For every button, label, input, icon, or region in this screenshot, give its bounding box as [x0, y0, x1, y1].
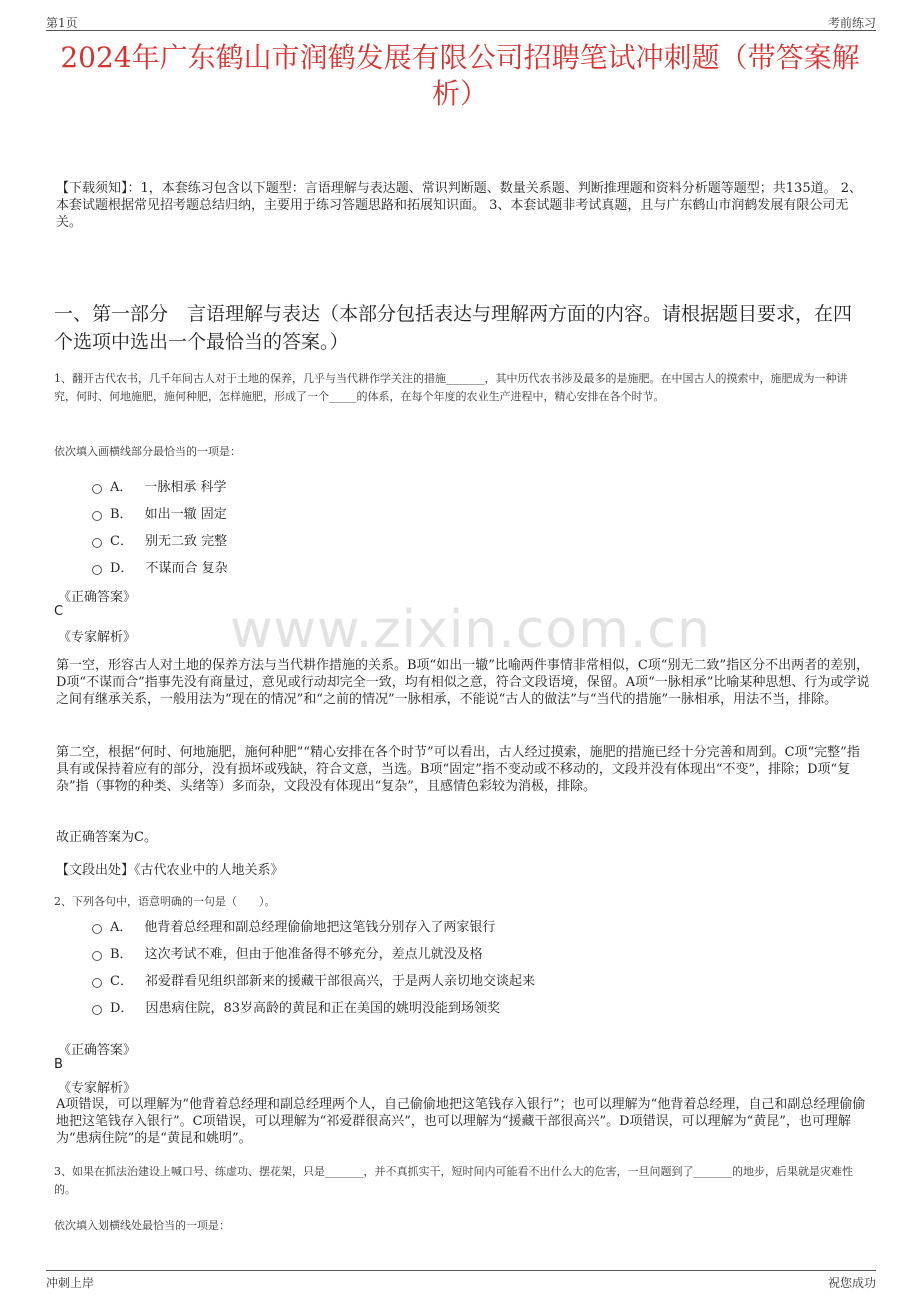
source-citation: 【文段出处】《古代农业中的人地关系》: [56, 863, 284, 878]
page-footer: [46, 1270, 876, 1291]
footer-left: 冲刺上岸: [46, 1276, 95, 1290]
document-title: 2024年广东鹤山市润鹤发展有限公司招聘笔试冲刺题（带答案解析）: [60, 41, 860, 110]
page-number: 第1页: [46, 16, 78, 30]
question-1-text: 1、翻开古代农书，几千年间古人对于土地的保养，几乎与当代耕作学关注的措施_______，其中历代农书涉及最多的是施肥。在中国古人的摸索中，施肥成为一种讲究，何时、何地施肥，施何种肥，怎样施肥，形成了一个_____的体系，在每个年度的农业生产进程中，精心安排在各个时节。: [54, 372, 848, 403]
radio-icon[interactable]: [92, 924, 102, 934]
analysis-label: 《专家解析》: [58, 1081, 137, 1096]
analysis-label: 《专家解析》: [58, 630, 137, 645]
download-notice: 【下载须知】：1，本套练习包含以下题型：言语理解与表达题、常识判断题、数量关系题、判断推理题和资料分析题等题型；共135道。 2、本套试题根据常见招考题总结归纳，主要用于练习答题思路和拓展知识面。 3、本套试题非考试真题，且与广东鹤山市润鹤发展有限公司无关。: [56, 181, 862, 230]
option-a[interactable]: A． 他背着总经理和副总经理偷偷地把这笔钱分别存入了两家银行: [92, 912, 535, 939]
answer-label: 《正确答案》: [58, 1043, 137, 1058]
option-b[interactable]: B． 如出一辙 固定: [92, 499, 228, 526]
radio-icon[interactable]: [92, 538, 102, 548]
question-2-options: [92, 912, 535, 1020]
analysis-paragraph: 第一空，形容古人对土地的保养方法与当代耕作措施的关系。B项“如出一辙”比喻两件事情非常相似，C项“别无二致”指区分不出两者的差别，D项“不谋而合”指事先没有商量过，意见或行动却完全一致，均有相似之意，符合文段语境，保留。A项“一脉相承”比喻某种思想、行为或学说之间有继承关系，一般用法为“现在的情况”和“之前的情况”一脉相承，不能说“古人的做法”与“当代的措施”一脉相承，用法不当，排除。: [56, 658, 870, 707]
analysis-paragraph: 第二空，根据“何时、何地施肥，施何种肥”“精心安排在各个时节”可以看出，古人经过摸索，施肥的措施已经十分完善和周到。C项“完整”指具有或保持着应有的部分，没有损坏或残缺，符合文意，当选。B项“固定”指不变动或不移动的，文段并没有体现出“不变”，排除；D项“复杂”指（事物的种类、头绪等）多而杂，文段没有体现出“复杂”，且感情色彩较为消极，排除。: [56, 745, 860, 794]
answer-label: 《正确答案》: [58, 590, 137, 605]
option-c[interactable]: C． 祁爱群看见组织部新来的援藏干部很高兴，于是两人亲切地交谈起来: [92, 966, 535, 993]
question-2-text: 2、下列各句中，语意明确的一句是（ ）。: [54, 895, 276, 908]
page-header: [46, 12, 876, 31]
question-1-prompt: 依次填入画横线部分最恰当的一项是：: [54, 445, 241, 458]
radio-icon[interactable]: [92, 511, 102, 521]
radio-icon[interactable]: [92, 978, 102, 988]
radio-icon[interactable]: [92, 565, 102, 575]
answer-value: B: [54, 1057, 63, 1072]
header-label: 考前练习: [827, 16, 876, 30]
option-c[interactable]: C． 别无二致 完整: [92, 526, 228, 553]
question-1-options: [92, 472, 228, 580]
radio-icon[interactable]: [92, 951, 102, 961]
question-3-text: 3、如果在抓法治建设上喊口号、练虚功、摆花架，只是_______，并不真抓实干，短时间内可能看不出什么大的危害，一旦问题到了_______的地步，后果就是灾难性的。: [54, 1165, 853, 1196]
analysis-conclusion: 故正确答案为C。: [56, 830, 157, 845]
option-d[interactable]: D． 因患病住院，83岁高龄的黄昆和正在美国的姚明没能到场领奖: [92, 993, 535, 1020]
analysis-paragraph: A项错误，可以理解为“他背着总经理和副总经理两个人，自己偷偷地把这笔钱存入银行”；也可以理解为“他背着总经理，自己和副总经理偷偷地把这笔钱存入银行”。C项错误，可以理解为“祁爱群很高兴”，也可以理解为“援藏干部很高兴”。D项错误，可以理解为“黄昆”，也可理解为“患病住院”的是“黄昆和姚明”。: [56, 1097, 866, 1146]
question-3-prompt: 依次填入划横线处最恰当的一项是：: [54, 1219, 230, 1232]
watermark: www.zixin.com.cn: [230, 600, 711, 660]
footer-right: 祝您成功: [827, 1276, 876, 1290]
radio-icon[interactable]: [92, 1005, 102, 1015]
section-heading: 一、第一部分 言语理解与表达（本部分包括表达与理解两方面的内容。请根据题目要求，在四个选项中选出一个最恰当的答案。）: [54, 303, 853, 353]
answer-value: C: [54, 604, 64, 619]
radio-icon[interactable]: [92, 484, 102, 494]
option-d[interactable]: D． 不谋而合 复杂: [92, 553, 228, 580]
option-b[interactable]: B． 这次考试不难，但由于他准备得不够充分，差点儿就没及格: [92, 939, 535, 966]
option-a[interactable]: A． 一脉相承 科学: [92, 472, 228, 499]
